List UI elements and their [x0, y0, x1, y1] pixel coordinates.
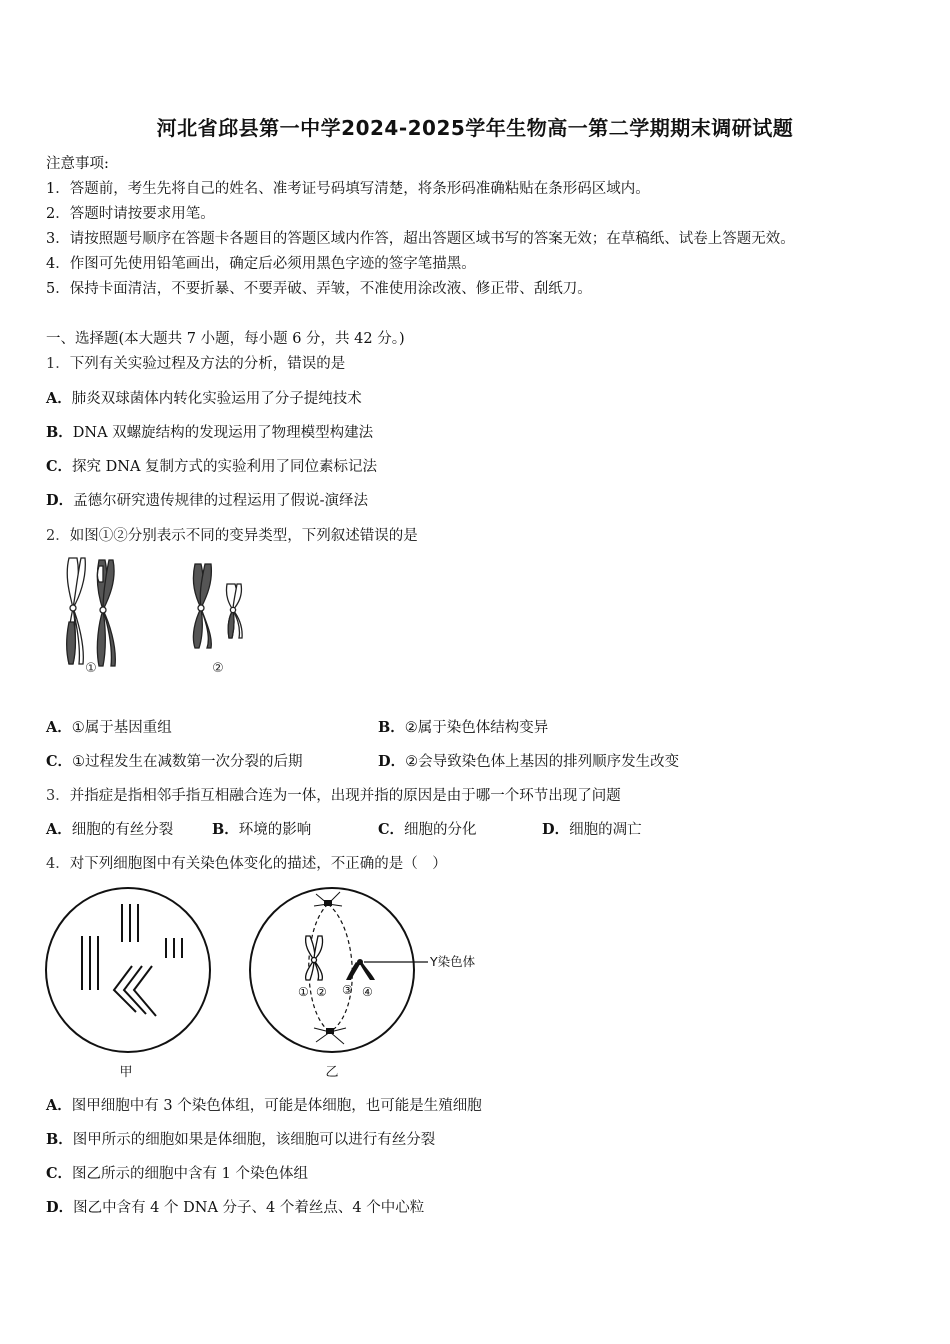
q4-option-d[interactable]: D．图乙中含有 4 个 DNA 分子、4 个着丝点、4 个中心粒: [46, 1199, 425, 1216]
cell-a: [46, 888, 210, 1052]
notice-item: 5．保持卡面清洁，不要折暴、不要弄破、弄皱，不准使用涂改液、修正带、刮纸刀。: [46, 281, 592, 297]
marker-3: ③: [342, 983, 353, 997]
notice-heading: 注意事项:: [46, 156, 109, 172]
question-number: 1．: [46, 356, 70, 372]
cell-b: [250, 888, 414, 1052]
q2-option-b[interactable]: B．②属于染色体结构变异: [378, 719, 549, 736]
q1-option-b[interactable]: B．DNA 双螺旋结构的发现运用了物理模型构建法: [46, 424, 374, 441]
q1-option-a[interactable]: A．肺炎双球菌体内转化实验运用了分子提纯技术: [46, 390, 362, 407]
y-chromosome-label: Y染色体: [430, 954, 476, 969]
q3-option-d[interactable]: D．细胞的凋亡: [542, 821, 642, 838]
question-stem: 并指症是指相邻手指互相融合连为一体，出现并指的原因是由于哪一个环节出现了问题: [69, 788, 621, 804]
cell-a-label: 甲: [119, 1065, 133, 1080]
chromosome-variation-figure: [55, 552, 255, 680]
q1-option-d[interactable]: D．孟德尔研究遗传规律的过程运用了假说-演绎法: [46, 492, 368, 509]
question-stem: 对下列细胞图中有关染色体变化的描述，不正确的是（ ）: [69, 856, 447, 872]
q3-option-b[interactable]: B．环境的影响: [212, 821, 312, 838]
notice-item: 4．作图可先使用铅笔画出，确定后必须用黑色字迹的签字笔描黑。: [46, 256, 476, 272]
cell-b-label: 乙: [325, 1065, 339, 1080]
q3-option-a[interactable]: A．细胞的有丝分裂: [46, 821, 174, 838]
q4-option-c[interactable]: C．图乙所示的细胞中含有 1 个染色体组: [46, 1165, 308, 1182]
marker-2: ②: [316, 985, 327, 999]
question-3: 3．并指症是指相邻手指互相融合连为一体，出现并指的原因是由于哪一个环节出现了问题: [46, 788, 621, 804]
question-2: 2．如图①②分别表示不同的变异类型，下列叙述错误的是: [46, 528, 418, 544]
notice-item: 1．答题前，考生先将自己的姓名、准考证号码填写清楚，将条形码准确粘贴在条形码区域内。: [46, 181, 650, 197]
q4-option-b[interactable]: B．图甲所示的细胞如果是体细胞，该细胞可以进行有丝分裂: [46, 1131, 436, 1148]
figure-label-1: ①: [85, 661, 97, 676]
question-stem: 如图①②分别表示不同的变异类型，下列叙述错误的是: [69, 528, 418, 544]
marker-4: ④: [362, 985, 373, 999]
page-title: 河北省邱县第一中学2024-2025学年生物高一第二学期期末调研试题: [156, 116, 794, 140]
q4-option-a[interactable]: A．图甲细胞中有 3 个染色体组，可能是体细胞，也可能是生殖细胞: [46, 1097, 482, 1114]
cell-division-figure: [40, 880, 500, 1084]
notice-item: 3．请按照题号顺序在答题卡各题目的答题区域内作答，超出答题区域书写的答案无效；在草稿纸、试卷上答题无效。: [46, 231, 795, 247]
marker-1: ①: [298, 985, 309, 999]
q3-option-c[interactable]: C．细胞的分化: [378, 821, 477, 838]
q1-option-c[interactable]: C．探究 DNA 复制方式的实验利用了同位素标记法: [46, 458, 378, 475]
figure-label-2: ②: [212, 661, 224, 676]
q2-option-c[interactable]: C．①过程发生在减数第一次分裂的后期: [46, 753, 303, 770]
q2-option-d[interactable]: D．②会导致染色体上基因的排列顺序发生改变: [378, 753, 680, 770]
question-stem: 下列有关实验过程及方法的分析，错误的是: [69, 356, 346, 372]
question-4: 4．对下列细胞图中有关染色体变化的描述，不正确的是（ ）: [46, 856, 447, 872]
section-heading: 一、选择题(本大题共 7 小题，每小题 6 分，共 42 分。): [46, 331, 405, 347]
q2-option-a[interactable]: A．①属于基因重组: [46, 719, 172, 736]
question-1: [46, 352, 345, 373]
notice-item: 2．答题时请按要求用笔。: [46, 206, 215, 222]
